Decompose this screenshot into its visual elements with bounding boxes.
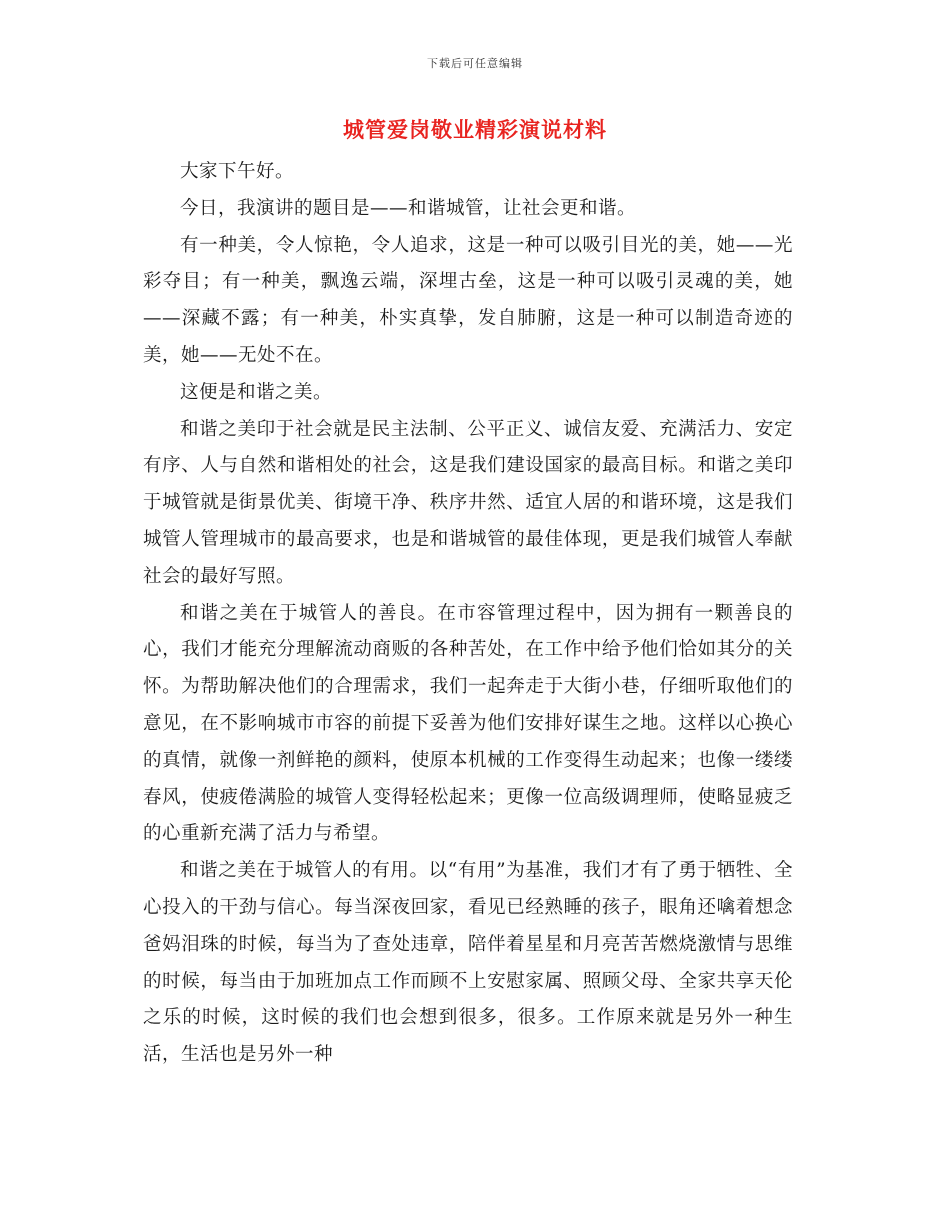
- header-note: 下载后可任意编辑: [427, 57, 523, 70]
- document-title: 城管爱岗敬业精彩演说材料: [343, 117, 607, 142]
- paragraph-greeting: 大家下午好。: [180, 161, 295, 182]
- paragraph-harmony-beauty: 这便是和谐之美。: [180, 381, 333, 403]
- paragraph-usefulness: 和谐之美在于城管人的有用。以“有用”为基准，我们才有了勇于牺牲、全心投入的干劲与信心。每当深夜回家，看见已经熟睡的孩子，眼角还噙着想念爸妈泪珠的时候，每当为了查处违章，陪伴着星星和月亮苦苦燃烧激情与思维的时候，每当由于加班加点工作而顾不上安慰家属、照顾父母、全家共享天伦之乐的时候，这时候的我们也会想到很多，很多。工作原来就是另外一种生活，生活也是另外一种: [143, 860, 793, 1066]
- paragraph-harmony-society: 和谐之美印于社会就是民主法制、公平正义、诚信友爱、充满活力、安定有序、人与自然和谐相处的社会，这是我们建设国家的最高目标。和谐之美印于城管就是街景优美、街境干净、秩序井然、适宜人居的和谐环境，这是我们城管人管理城市的最高要求，也是和谐城管的最佳体现，更是我们城管人奉献社会的最好写照。: [143, 418, 793, 587]
- paragraph-kinds-of-beauty: 有一种美，令人惊艳，令人追求，这是一种可以吸引目光的美，她——光彩夺目；有一种美，飘逸云端，深埋古垒，这是一种可以吸引灵魂的美，她——深藏不露；有一种美，朴实真挚，发自肺腑，这是一种可以制造奇迹的美，她——无处不在。: [143, 234, 793, 366]
- document-body: [143, 154, 793, 1074]
- paragraph-topic: 今日，我演讲的题目是——和谐城管，让社会更和谐。: [180, 197, 637, 219]
- paragraph-kindness: 和谐之美在于城管人的善良。在市容管理过程中，因为拥有一颗善良的心，我们才能充分理解流动商贩的各种苦处，在工作中给予他们恰如其分的关怀。为帮助解决他们的合理需求，我们一起奔走于大街小巷，仔细听取他们的意见，在不影响城市市容的前提下妥善为他们安排好谋生之地。这样以心换心的真情，就像一剂鲜艳的颜料，使原本机械的工作变得生动起来；也像一缕缕春风，使疲倦满脸的城管人变得轻松起来；更像一位高级调理师，使略显疲乏的心重新充满了活力与希望。: [143, 602, 793, 845]
